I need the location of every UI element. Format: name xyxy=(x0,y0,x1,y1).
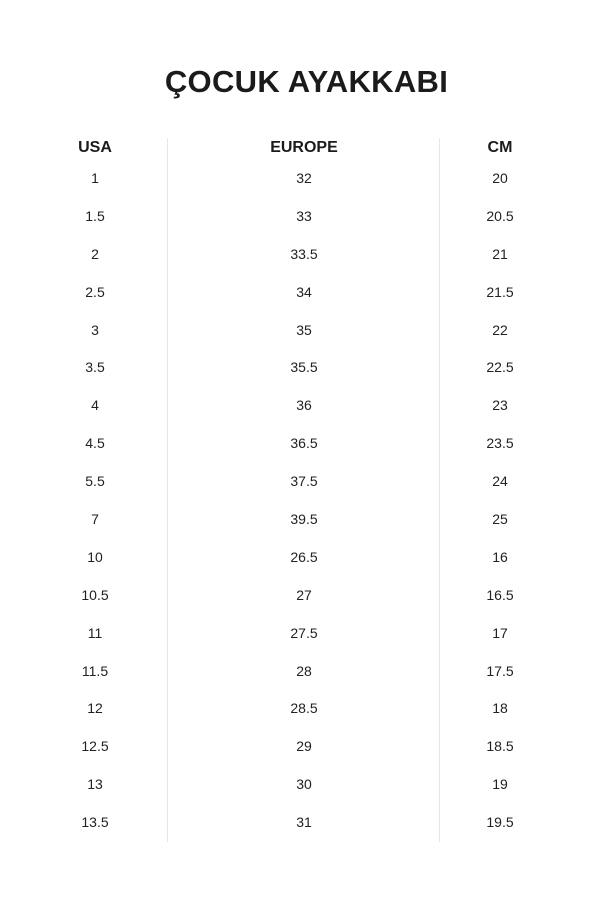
column-cells-cm xyxy=(442,169,558,851)
table-cell: 39.5 xyxy=(290,511,318,528)
table-cell: 12 xyxy=(87,700,103,717)
table-cell: 30 xyxy=(296,776,312,793)
table-cell: 18.5 xyxy=(486,738,514,755)
table-cell: 33.5 xyxy=(290,245,318,262)
table-cell: 36.5 xyxy=(290,435,318,452)
table-cell: 22.5 xyxy=(486,359,514,376)
table-cell: 33 xyxy=(296,207,312,224)
column-header-usa: USA xyxy=(78,139,112,156)
table-cell: 11 xyxy=(87,624,103,641)
table-cell: 23 xyxy=(492,397,508,414)
table-cell: 10 xyxy=(87,548,103,565)
column-header-europe: EUROPE xyxy=(270,139,338,156)
table-cell: 25 xyxy=(492,511,508,528)
table-cell: 2.5 xyxy=(85,283,105,300)
table-cell: 13.5 xyxy=(81,814,109,831)
table-cell: 34 xyxy=(296,283,312,300)
table-cell: 19.5 xyxy=(486,814,514,831)
table-cell: 26.5 xyxy=(290,548,318,565)
table-cell: 4 xyxy=(91,397,99,414)
table-cell: 32 xyxy=(296,170,312,186)
table-cell: 5.5 xyxy=(85,473,105,490)
table-cell: 3.5 xyxy=(85,359,105,376)
table-cell: 28 xyxy=(296,662,312,679)
table-cell: 27 xyxy=(296,586,312,603)
table-cell: 11.5 xyxy=(81,662,109,679)
column-header-cm: CM xyxy=(487,139,513,156)
table-cell: 37.5 xyxy=(290,473,318,490)
table-cell: 20 xyxy=(492,170,508,186)
table-cell: 7 xyxy=(91,511,99,528)
table-cell: 28.5 xyxy=(290,700,318,717)
page-title: ÇOCUK AYAKKABI xyxy=(164,64,449,99)
table-cell: 20.5 xyxy=(486,207,514,224)
table-cell: 21.5 xyxy=(486,283,514,300)
column-cells-usa xyxy=(40,169,150,851)
table-cell: 16.5 xyxy=(486,586,514,603)
table-cell: 31 xyxy=(296,814,312,831)
table-cell: 35 xyxy=(296,321,312,338)
table-cell: 3 xyxy=(91,321,99,338)
table-cell: 10.5 xyxy=(81,586,109,603)
table-cell: 16 xyxy=(492,548,508,565)
table-cell: 13 xyxy=(87,776,103,793)
table-cell: 27.5 xyxy=(290,624,318,641)
table-cell: 1 xyxy=(91,170,99,186)
table-cell: 36 xyxy=(296,397,312,414)
table-cell: 29 xyxy=(296,738,312,755)
column-divider xyxy=(439,138,440,842)
column-divider xyxy=(167,138,168,842)
table-cell: 19 xyxy=(492,776,508,793)
table-cell: 21 xyxy=(492,245,508,262)
table-cell: 24 xyxy=(492,473,508,490)
table-cell: 18 xyxy=(492,700,508,717)
table-cell: 35.5 xyxy=(290,359,318,376)
table-cell: 2 xyxy=(91,245,99,262)
table-cell: 23.5 xyxy=(486,435,514,452)
table-cell: 1.5 xyxy=(85,207,105,224)
table-cell: 17 xyxy=(492,624,508,641)
table-cell: 22 xyxy=(492,321,508,338)
column-cells-europe xyxy=(170,169,438,851)
table-cell: 4.5 xyxy=(85,435,105,452)
table-cell: 12.5 xyxy=(81,738,109,755)
table-cell: 17.5 xyxy=(486,662,514,679)
